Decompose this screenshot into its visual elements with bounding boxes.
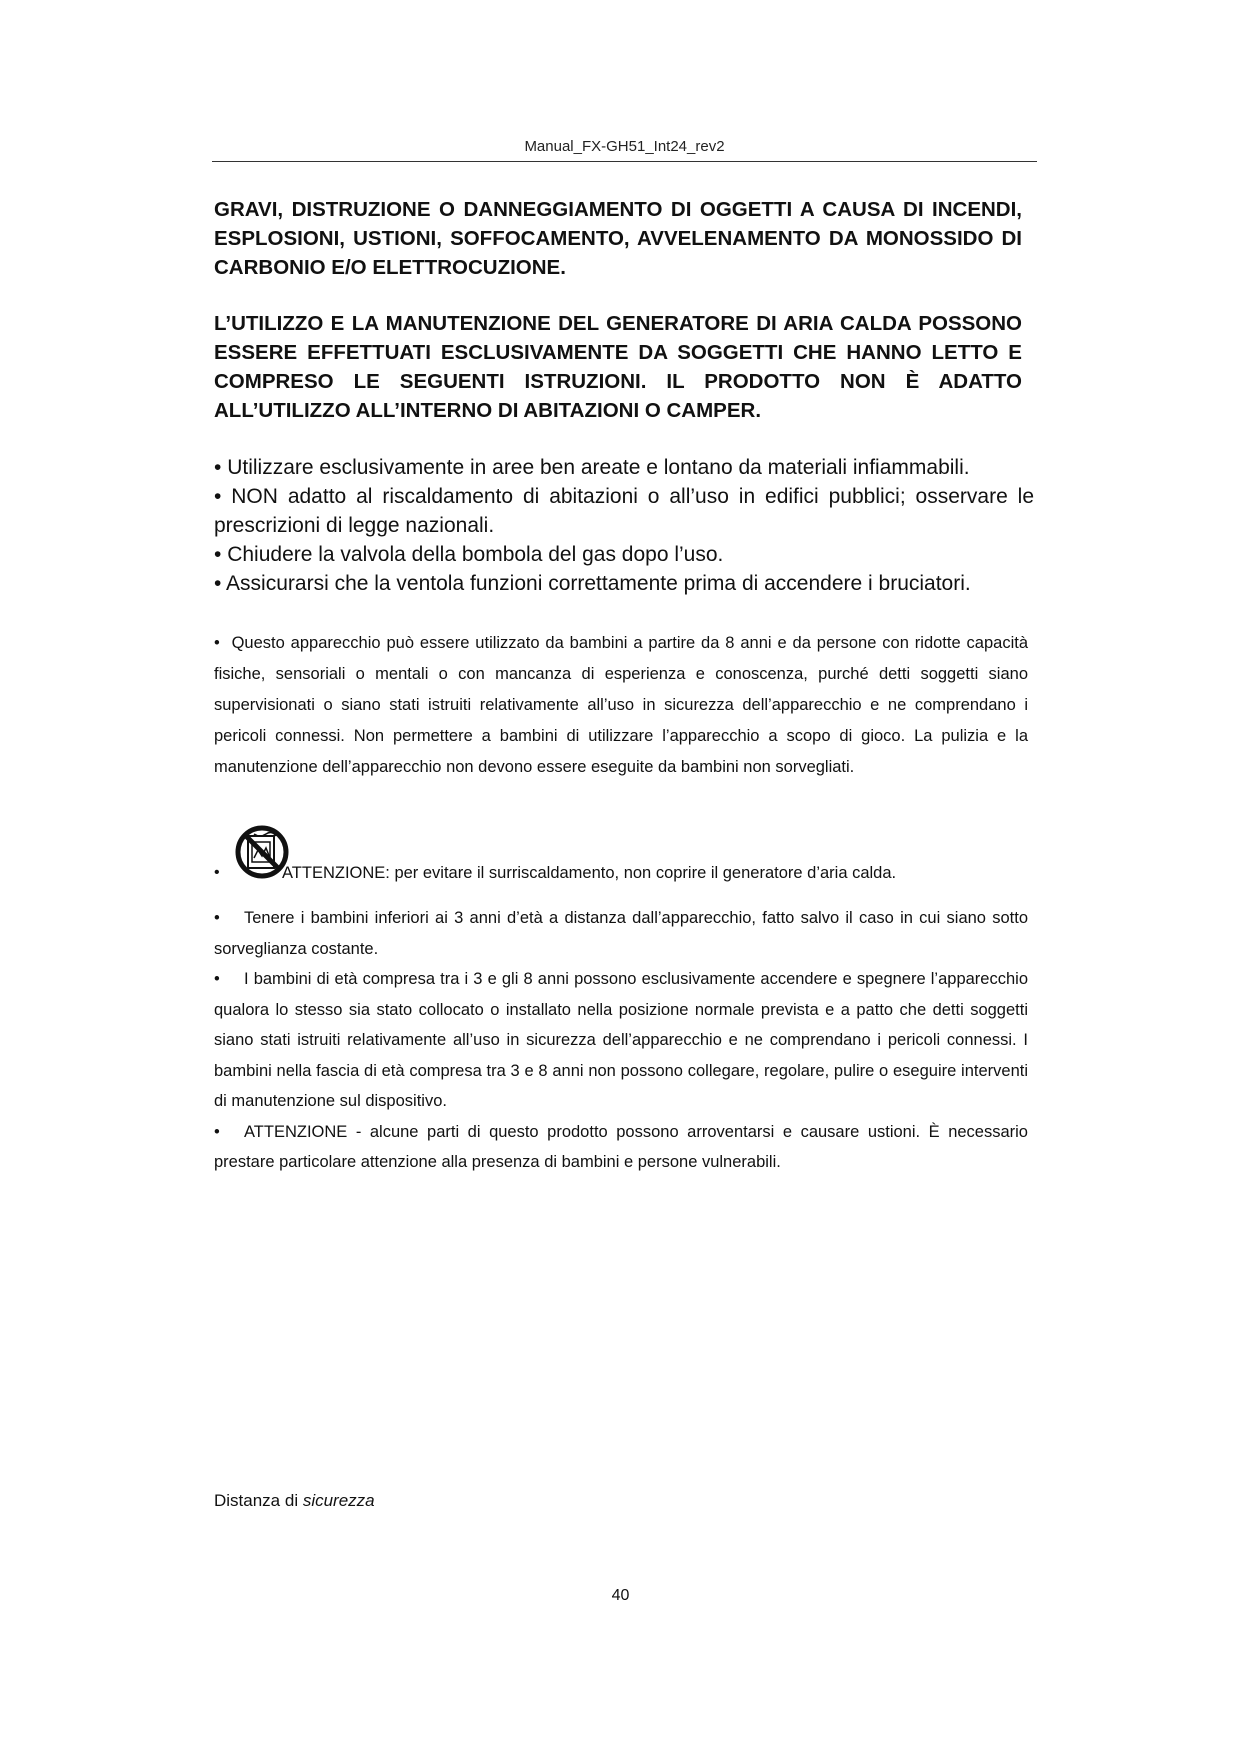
bullet-icon: • (214, 909, 220, 927)
list-item-text: I bambini di età compresa tra i 3 e gli 8 anni possono esclusivamente accendere e spegnere l’apparecchio qualora lo stesso sia stato collocato o installato nella posizione normale prevista e a patto che detti soggetti siano stati istruiti relativamente all’uso in sicurezza dell’apparecchio e ne comprendano i pericoli connessi. I bambini nella fascia di età compresa tra 3 e 8 anni non possono collegare, regolare, pulire o eseguire interventi di manutenzione sul dispositivo. (214, 970, 1028, 1110)
bullet-icon: • (214, 970, 220, 988)
bullet-icon: • (214, 1122, 220, 1141)
attention-row (214, 822, 1034, 888)
warning-block-1: GRAVI, DISTRUZIONE O DANNEGGIAMENTO DI OGGETTI A CAUSA DI INCENDI, ESPLOSIONI, USTIONI, SOFFOCAMENTO, AVVELENAMENTO DA MONOSSIDO DI CARBONIO E/O ELETTROCUZIONE. (214, 198, 1022, 279)
caption-italic: sicurezza (302, 1491, 375, 1510)
bullet-icon: • (214, 572, 222, 595)
list-item (214, 1117, 1028, 1178)
list-item-text: Chiudere la valvola della bombola del gas dopo l’uso. (227, 543, 724, 566)
list-item (214, 453, 1034, 482)
bullet-icon: • (214, 543, 222, 566)
children-usage-paragraph (214, 628, 1028, 783)
list-item-text: NON adatto al riscaldamento di abitazioni o all’uso in edifici pubblici; osservare le prescrizioni di legge nazionali. (214, 485, 1034, 537)
paragraph-text: Questo apparecchio può essere utilizzato da bambini a partire da 8 anni e da persone con ridotte capacità fisiche, sensoriali o mentali o con mancanza di esperienza e conoscenza, purché detti soggetti siano supervisionati o siano stati istruiti relativamente all’uso in sicurezza dell’apparecchio e ne comprendano i pericoli connessi. Non permettere a bambini di utilizzare l’apparecchio a scopo di gioco. La pulizia e la manutenzione dell’apparecchio non devono essere eseguite da bambini non sorvegliati. (214, 634, 1029, 776)
list-item-text: Assicurarsi che la ventola funzioni correttamente prima di accendere i bruciatori. (226, 572, 971, 595)
attention-text: ATTENZIONE: per evitare il surriscaldamento, non coprire il generatore d’aria calda. (282, 864, 897, 882)
warning-block-2: L’UTILIZZO E LA MANUTENZIONE DEL GENERATORE DI ARIA CALDA POSSONO ESSERE EFFETTUATI ESCLUSIVAMENTE DA SOGGETTI CHE HANNO LETTO E COMPRESO LE SEGUENTI ISTRUZIONI. IL PRODOTTO NON È ADATTO ALL’UTILIZZO ALL’INTERNO DI ABITAZIONI O CAMPER. (214, 312, 1022, 422)
list-item (214, 903, 1028, 964)
safety-bullet-list (214, 453, 1034, 598)
list-item (214, 569, 1034, 598)
bullet-icon: • (214, 485, 222, 508)
list-item-text: Utilizzare esclusivamente in aree ben areate e lontano da materiali infiammabili. (227, 456, 970, 479)
list-item (214, 482, 1034, 540)
caption-prefix: Distanza di (214, 1491, 303, 1510)
children-bullet-list (214, 903, 1028, 1178)
list-item-text: ATTENZIONE - alcune parti di questo prodotto possono arroventarsi e causare ustioni. È necessario prestare particolare attenzione alla presenza di bambini e persone vulnerabili. (214, 1122, 1028, 1171)
list-item-text: Tenere i bambini inferiori ai 3 anni d’età a distanza dall’apparecchio, fatto salvo il caso in cui siano sotto sorveglianza costante. (214, 909, 1028, 958)
document-header: Manual_FX-GH51_Int24_rev2 (524, 138, 725, 155)
bullet-icon: • (214, 456, 222, 479)
bullet-icon: • (214, 864, 220, 881)
list-item (214, 540, 1034, 569)
page-number: 40 (611, 1587, 630, 1604)
header-divider (212, 161, 1037, 162)
list-item (214, 964, 1028, 1117)
bullet-icon: • (214, 634, 220, 652)
safety-distance-caption (214, 1491, 375, 1511)
